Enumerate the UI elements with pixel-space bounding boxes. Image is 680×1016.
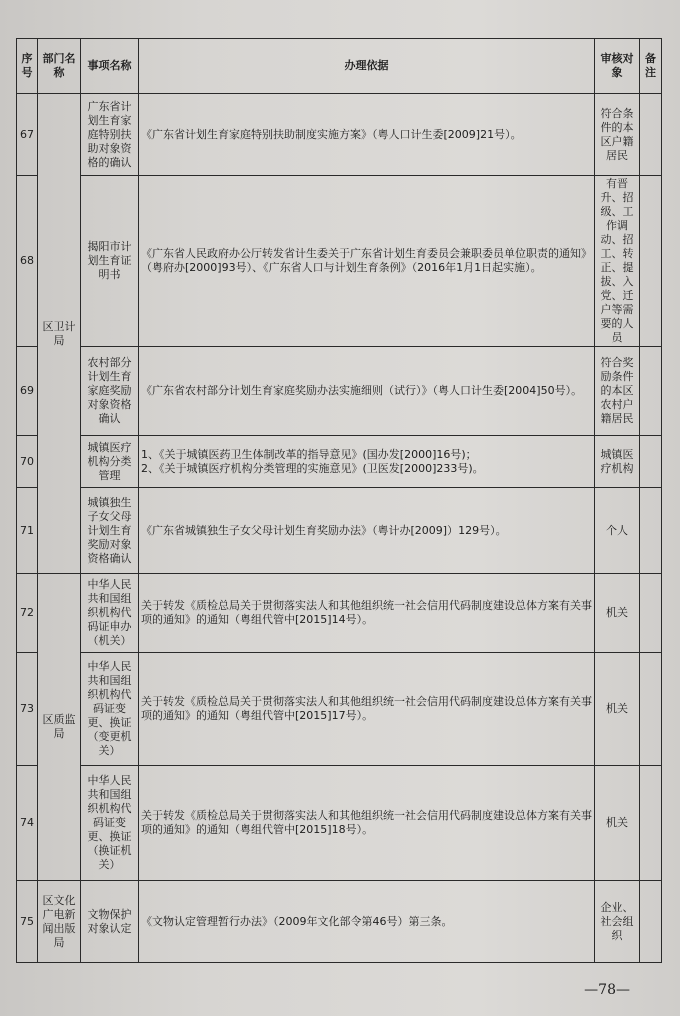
table-row xyxy=(17,94,662,176)
row-item: 城镇医疗机构分类管理 xyxy=(81,436,139,488)
row-note xyxy=(640,881,662,963)
header-basis: 办理依据 xyxy=(139,39,595,94)
row-basis xyxy=(139,176,595,347)
row-seq: 73 xyxy=(17,653,38,766)
row-basis xyxy=(139,436,595,488)
row-target: 符合奖励条件的本区农村户籍居民 xyxy=(595,347,640,436)
row-seq: 67 xyxy=(17,94,38,176)
row-seq: 69 xyxy=(17,347,38,436)
page-number: —78— xyxy=(584,982,630,998)
table-header-row xyxy=(17,39,662,94)
items-table xyxy=(16,38,662,963)
row-basis xyxy=(139,653,595,766)
row-item: 中华人民共和国组织机构代码证变更、换证（变更机关） xyxy=(81,653,139,766)
table-row xyxy=(17,436,662,488)
row-seq: 70 xyxy=(17,436,38,488)
row-seq: 72 xyxy=(17,574,38,653)
row-target: 机关 xyxy=(595,574,640,653)
row-target: 符合条件的本区户籍居民 xyxy=(595,94,640,176)
row-note xyxy=(640,574,662,653)
basis-line: 关于转发《质检总局关于贯彻落实法人和其他组织统一社会信用代码制度建设总体方案有关事项的通知》的通知（粤组代管中[2015]14号）。 xyxy=(141,599,592,626)
table-row xyxy=(17,766,662,881)
header-target: 审核对象 xyxy=(595,39,640,94)
header-item: 事项名称 xyxy=(81,39,139,94)
basis-line: 2、《关于城镇医疗机构分类管理的实施意见》(卫医发[2000]233号)。 xyxy=(141,461,484,475)
dept-cell-quality: 区质监局 xyxy=(38,574,81,881)
row-seq: 74 xyxy=(17,766,38,881)
row-item: 揭阳市计划生育证明书 xyxy=(81,176,139,347)
table-row xyxy=(17,347,662,436)
dept-cell-health: 区卫计局 xyxy=(38,94,81,574)
row-basis xyxy=(139,94,595,176)
row-basis xyxy=(139,574,595,653)
dept-cell-culture: 区文化广电新闻出版局 xyxy=(38,881,81,963)
row-note xyxy=(640,488,662,574)
row-target: 机关 xyxy=(595,766,640,881)
row-seq: 68 xyxy=(17,176,38,347)
row-basis xyxy=(139,766,595,881)
row-item: 广东省计划生育家庭特别扶助对象资格的确认 xyxy=(81,94,139,176)
row-note xyxy=(640,94,662,176)
basis-line: 《广东省城镇独生子女父母计划生育奖励办法》（粤计办[2009]）129号）。 xyxy=(141,523,507,537)
header-seq: 序号 xyxy=(17,39,38,94)
row-target: 有晋升、招级、工作调动、招工、转正、提拔、入党、迁户等需要的人员 xyxy=(595,176,640,347)
row-item: 中华人民共和国组织机构代码证变更、换证（换证机关） xyxy=(81,766,139,881)
row-target: 企业、社会组织 xyxy=(595,881,640,963)
row-item: 城镇独生子女父母计划生育奖励对象资格确认 xyxy=(81,488,139,574)
row-target: 城镇医疗机构 xyxy=(595,436,640,488)
row-basis xyxy=(139,881,595,963)
row-seq: 71 xyxy=(17,488,38,574)
row-note xyxy=(640,766,662,881)
table-row xyxy=(17,881,662,963)
row-note xyxy=(640,176,662,347)
basis-line: 《广东省计划生育家庭特别扶助制度实施方案》（粤人口计生委[2009]21号）。 xyxy=(141,127,522,141)
row-item: 农村部分计划生育家庭奖励对象资格确认 xyxy=(81,347,139,436)
basis-line: 《文物认定管理暂行办法》（2009年文化部令第46号）第三条。 xyxy=(141,914,453,928)
table-row xyxy=(17,574,662,653)
basis-line: 关于转发《质检总局关于贯彻落实法人和其他组织统一社会信用代码制度建设总体方案有关事项的通知》的通知（粤组代管中[2015]17号）。 xyxy=(141,695,592,722)
basis-line: 《广东省农村部分计划生育家庭奖励办法实施细则（试行）》（粤人口计生委[2004]50号）。 xyxy=(141,384,583,397)
row-seq: 75 xyxy=(17,881,38,963)
row-note xyxy=(640,347,662,436)
table-row xyxy=(17,488,662,574)
table-row xyxy=(17,653,662,766)
row-target: 机关 xyxy=(595,653,640,766)
row-note xyxy=(640,436,662,488)
table-row xyxy=(17,176,662,347)
row-item: 文物保护对象认定 xyxy=(81,881,139,963)
basis-line: 1、《关于城镇医药卫生体制改革的指导意见》(国办发[2000]16号)； xyxy=(141,447,477,461)
row-note xyxy=(640,653,662,766)
header-note: 备注 xyxy=(640,39,662,94)
row-basis xyxy=(139,347,595,436)
row-target: 个人 xyxy=(595,488,640,574)
row-basis xyxy=(139,488,595,574)
basis-line: 关于转发《质检总局关于贯彻落实法人和其他组织统一社会信用代码制度建设总体方案有关事项的通知》的通知（粤组代管中[2015]18号）。 xyxy=(141,809,592,836)
basis-line: 《广东省人民政府办公厅转发省计生委关于广东省计划生育委员会兼职委员单位职责的通知》（粤府办[2000]93号）、《广东省人口与计划生育条例》（2016年1月1日起实施）。 xyxy=(141,247,592,274)
row-item: 中华人民共和国组织机构代码证申办（机关） xyxy=(81,574,139,653)
header-dept: 部门名称 xyxy=(38,39,81,94)
